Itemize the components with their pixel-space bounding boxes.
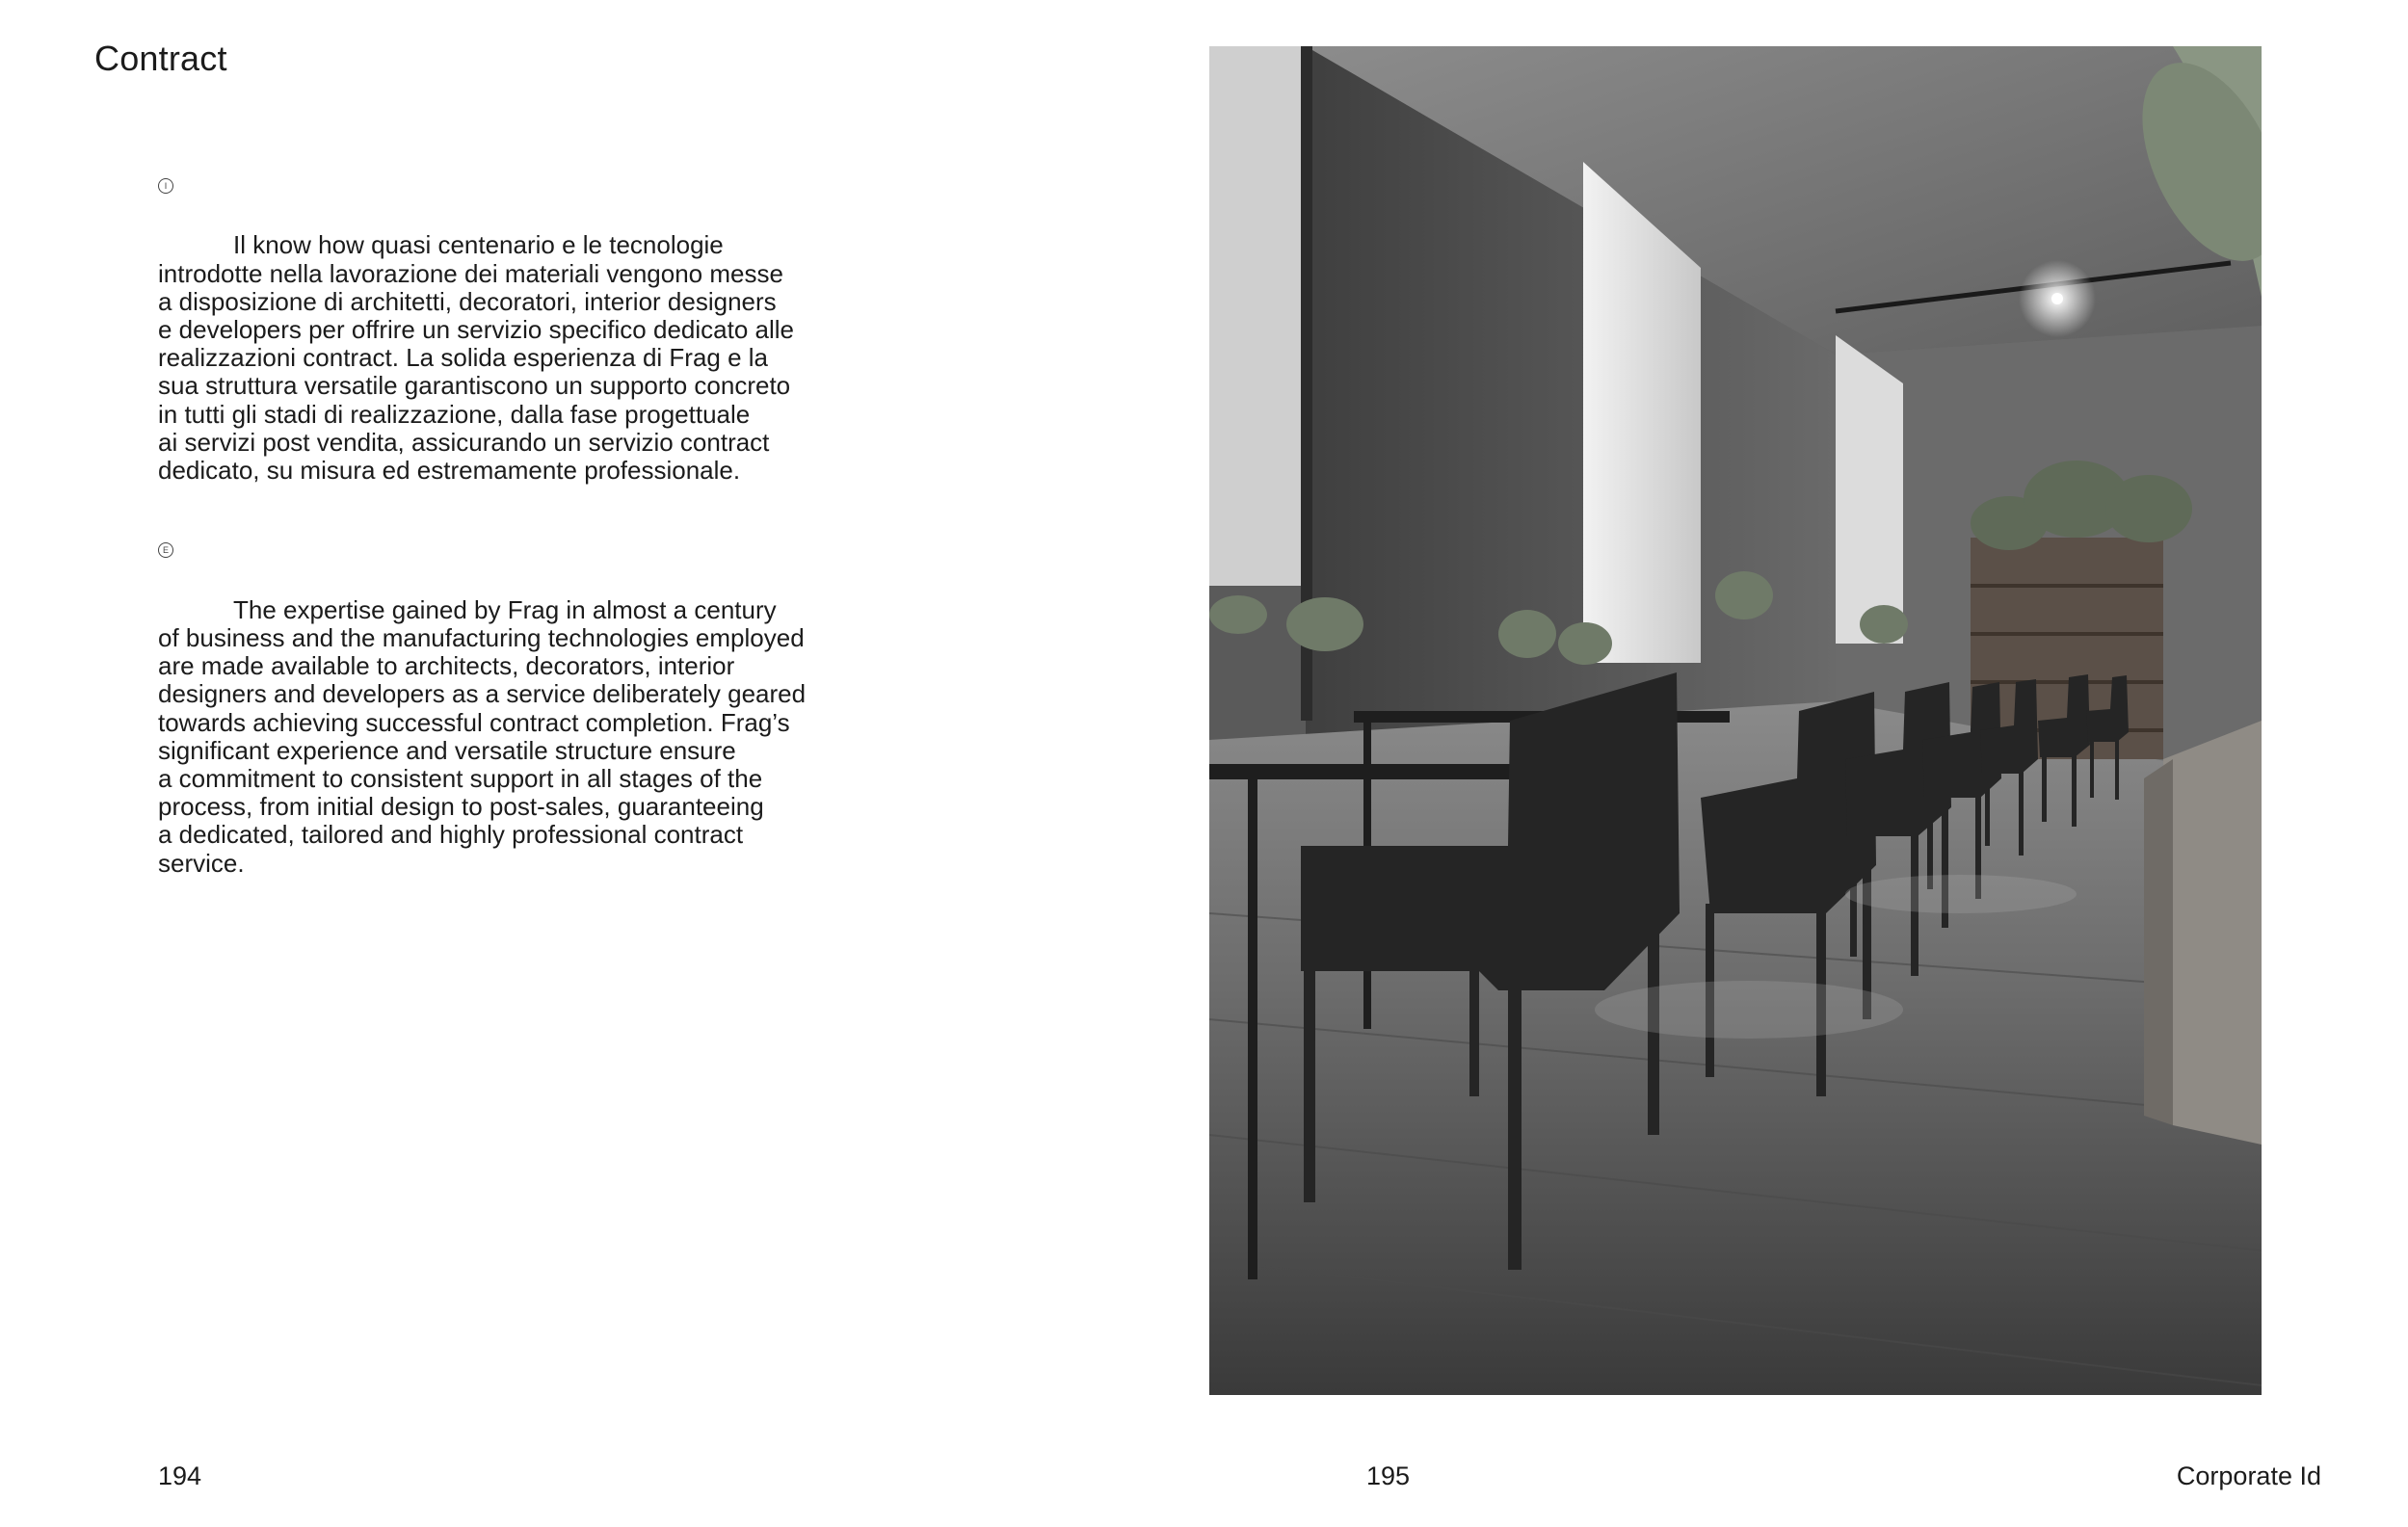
running-title: Corporate Id — [2176, 1461, 2321, 1490]
circled-letter-e-icon: E — [158, 542, 173, 558]
english-paragraph-text: The expertise gained by Frag in almost a century of business and the manufacturing technologies employed are made available to architects, decorators, interior designers and developers as a service deliberately geared towards achieving successful contract completion. Frag’s significant experience and versatile structure ensure a commitment to consistent support in all stages of the process, from initial design to post-sales, guaranteeing a dedicated, tailored and highly professional contract service. — [158, 594, 807, 878]
section-title: Contract — [94, 39, 227, 78]
page-number-left: 194 — [158, 1461, 202, 1490]
circled-letter-i-icon: I — [158, 178, 173, 194]
italian-paragraph-text: Il know how quasi centenario e le tecnologie introdotte nella lavorazione dei materiali vengono messe a disposizione di architetti, decoratori, interior designers e developers per offrire un servizio specifico dedicato alle realizzazioni contract. La solida esperienza di Frag e la sua struttura versatile garantiscono un supporto concreto in tutti gli stadi di realizzazione, dalla fase progettuale ai servizi post vendita, assicurando un servizio contract dedicato, su misura ed estremamente professionale. — [158, 230, 794, 486]
body-text-column — [158, 175, 890, 933]
page-number-right: 195 — [1366, 1461, 1411, 1490]
restaurant-interior-illustration — [1209, 46, 2262, 1395]
italian-paragraph — [158, 175, 890, 513]
english-paragraph — [158, 540, 890, 906]
restaurant-interior-photo — [1209, 46, 2262, 1395]
